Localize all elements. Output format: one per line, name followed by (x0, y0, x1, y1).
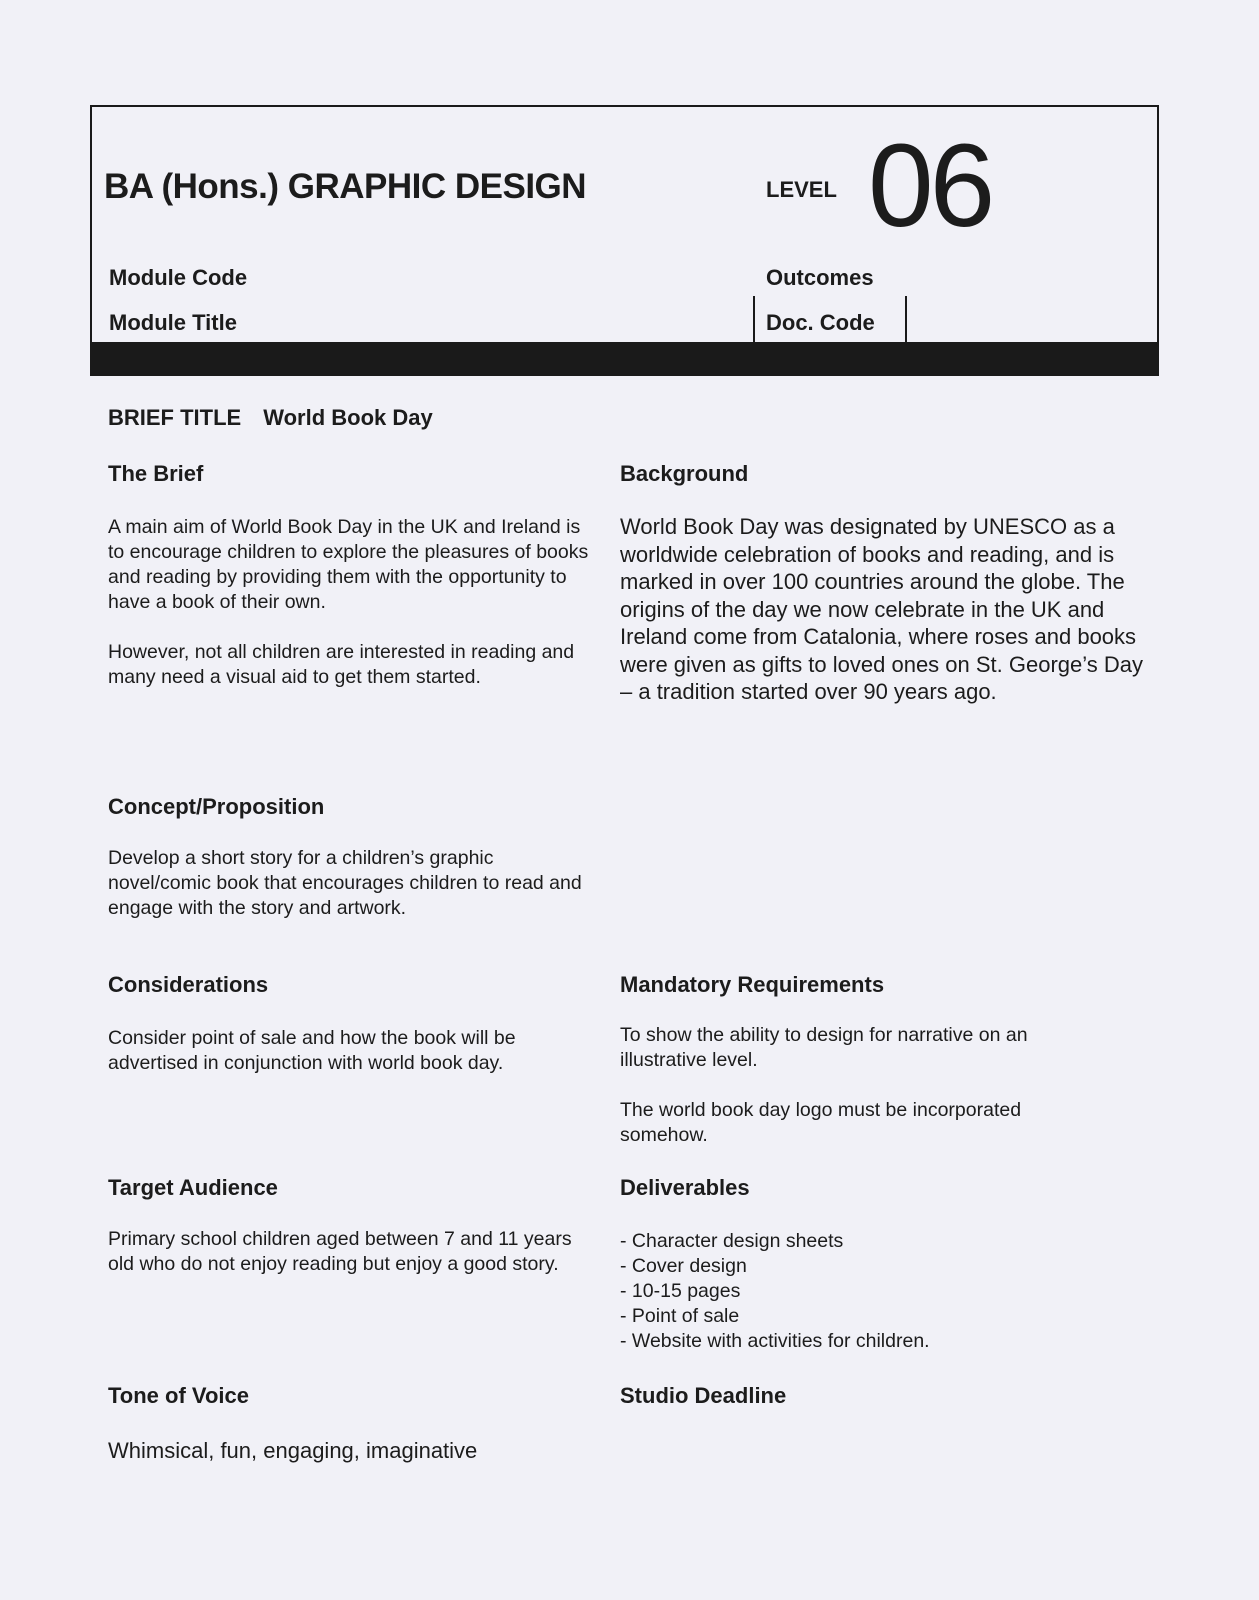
list-item: - Character design sheets (620, 1230, 844, 1252)
tone-of-voice-heading: Tone of Voice (108, 1383, 249, 1408)
considerations-text: Consider point of sale and how the book will be advertised in conjunction with world book day. (108, 1027, 516, 1074)
background-text: World Book Day was designated by UNESCO as a worldwide celebration of books and reading, and is marked in over 100 countries around the globe. The origins of the day we now celebrate in the UK and Ireland come from Catalonia, where roses and books were given as gifts to loved ones on St. George’s Day – a tradition started over 90 years ago. (620, 514, 1143, 704)
divider-line (753, 296, 755, 346)
list-item: - 10-15 pages (620, 1280, 741, 1302)
mandatory-heading: Mandatory Requirements (620, 972, 885, 997)
the-brief-paragraph: A main aim of World Book Day in the UK and Ireland is to encourage children to explore the pleasures of books and reading by providing them with the opportunity to have a book of their own. (108, 516, 589, 613)
header-bar (92, 342, 1157, 374)
outcomes-label: Outcomes (766, 265, 874, 290)
divider-line (905, 296, 907, 346)
deliverables-list (620, 1229, 1160, 1354)
background-heading: Background (620, 461, 749, 486)
target-audience-heading: Target Audience (108, 1175, 278, 1200)
studio-deadline-heading: Studio Deadline (620, 1383, 787, 1408)
deliverables-heading: Deliverables (620, 1175, 750, 1200)
module-code-label: Module Code (109, 265, 248, 290)
course-title: BA (Hons.) GRAPHIC DESIGN (104, 167, 587, 206)
brief-title-value: World Book Day (263, 405, 433, 430)
header-box (90, 105, 1159, 376)
target-audience-text: Primary school children aged between 7 and 11 years old who do not enjoy reading but enjoy a good story. (108, 1228, 572, 1275)
list-item: - Website with activities for children. (620, 1330, 930, 1352)
tone-of-voice-text: Whimsical, fun, engaging, imaginative (108, 1438, 478, 1463)
brief-title-label: BRIEF TITLE (108, 405, 242, 430)
list-item: - Cover design (620, 1255, 747, 1277)
concept-text: Develop a short story for a children’s graphic novel/comic book that encourages children to read and engage with the story and artwork. (108, 847, 582, 919)
brief-title-row (108, 405, 433, 431)
the-brief-heading: The Brief (108, 461, 204, 486)
concept-heading: Concept/Proposition (108, 794, 325, 819)
considerations-heading: Considerations (108, 972, 269, 997)
level-number: 06 (868, 120, 992, 252)
mandatory-paragraph: The world book day logo must be incorporated somehow. (620, 1099, 1022, 1146)
the-brief-paragraph: However, not all children are interested in reading and many need a visual aid to get them started. (108, 641, 575, 688)
doc-code-label: Doc. Code (766, 310, 875, 335)
list-item: - Point of sale (620, 1305, 740, 1327)
mandatory-paragraph: To show the ability to design for narrative on an illustrative level. (620, 1024, 1028, 1071)
level-label: LEVEL (766, 177, 837, 202)
module-title-label: Module Title (109, 310, 237, 335)
